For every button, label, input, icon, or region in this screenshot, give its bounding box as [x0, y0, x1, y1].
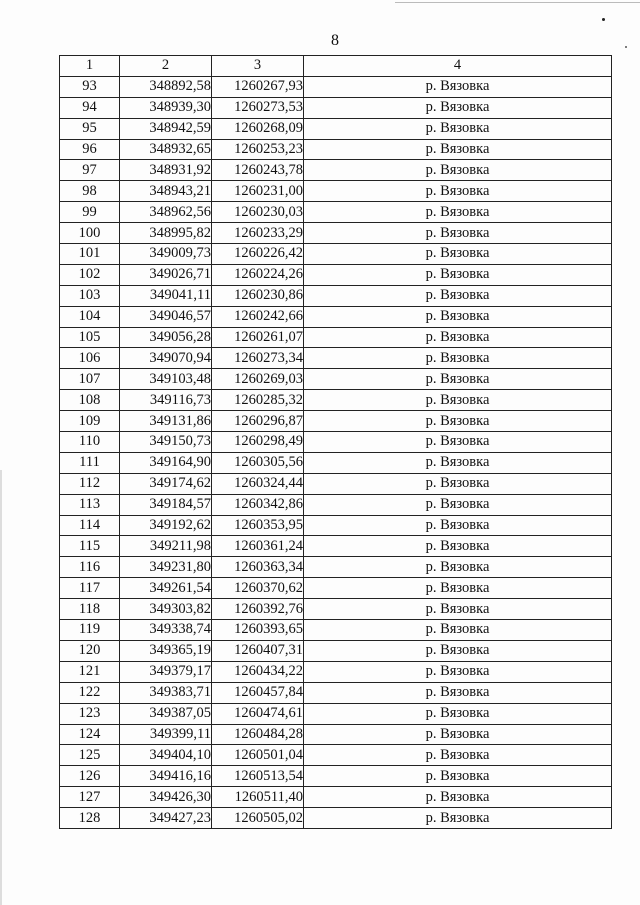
description-cell: р. Вязовка — [304, 160, 612, 181]
column-header-x: 2 — [120, 56, 212, 77]
y-coordinate-cell: 1260501,04 — [212, 745, 304, 766]
y-coordinate-cell: 1260268,09 — [212, 118, 304, 139]
x-coordinate-cell: 349416,16 — [120, 766, 212, 787]
point-number-cell: 93 — [60, 76, 120, 97]
table-row — [60, 181, 612, 202]
scan-speck — [602, 18, 605, 21]
x-coordinate-cell: 348932,65 — [120, 139, 212, 160]
x-coordinate-cell: 349379,17 — [120, 661, 212, 682]
y-coordinate-cell: 1260230,86 — [212, 285, 304, 306]
description-cell: р. Вязовка — [304, 703, 612, 724]
x-coordinate-cell: 348943,21 — [120, 181, 212, 202]
point-number-cell: 102 — [60, 264, 120, 285]
y-coordinate-cell: 1260273,34 — [212, 348, 304, 369]
description-cell: р. Вязовка — [304, 390, 612, 411]
y-coordinate-cell: 1260285,32 — [212, 390, 304, 411]
x-coordinate-cell: 349404,10 — [120, 745, 212, 766]
description-cell: р. Вязовка — [304, 327, 612, 348]
point-number-cell: 103 — [60, 285, 120, 306]
y-coordinate-cell: 1260253,23 — [212, 139, 304, 160]
x-coordinate-cell: 349399,11 — [120, 724, 212, 745]
description-cell: р. Вязовка — [304, 724, 612, 745]
x-coordinate-cell: 349231,80 — [120, 557, 212, 578]
point-number-cell: 112 — [60, 473, 120, 494]
y-coordinate-cell: 1260269,03 — [212, 369, 304, 390]
description-cell: р. Вязовка — [304, 515, 612, 536]
table-row — [60, 369, 612, 390]
description-cell: р. Вязовка — [304, 620, 612, 641]
point-number-cell: 109 — [60, 411, 120, 432]
description-cell: р. Вязовка — [304, 369, 612, 390]
scan-edge-top — [395, 2, 640, 3]
x-coordinate-cell: 348892,58 — [120, 76, 212, 97]
x-coordinate-cell: 349261,54 — [120, 578, 212, 599]
point-number-cell: 101 — [60, 244, 120, 265]
y-coordinate-cell: 1260474,61 — [212, 703, 304, 724]
table-row — [60, 578, 612, 599]
x-coordinate-cell: 348942,59 — [120, 118, 212, 139]
table-row — [60, 724, 612, 745]
y-coordinate-cell: 1260353,95 — [212, 515, 304, 536]
description-cell: р. Вязовка — [304, 494, 612, 515]
column-header-number: 1 — [60, 56, 120, 77]
point-number-cell: 126 — [60, 766, 120, 787]
table-row — [60, 557, 612, 578]
y-coordinate-cell: 1260267,93 — [212, 76, 304, 97]
x-coordinate-cell: 349131,86 — [120, 411, 212, 432]
page-number: 8 — [331, 32, 339, 49]
x-coordinate-cell: 349383,71 — [120, 682, 212, 703]
table-row — [60, 160, 612, 181]
description-cell: р. Вязовка — [304, 97, 612, 118]
point-number-cell: 125 — [60, 745, 120, 766]
scan-edge-left — [0, 470, 2, 905]
description-cell: р. Вязовка — [304, 473, 612, 494]
y-coordinate-cell: 1260243,78 — [212, 160, 304, 181]
description-cell: р. Вязовка — [304, 787, 612, 808]
table-row — [60, 76, 612, 97]
y-coordinate-cell: 1260226,42 — [212, 244, 304, 265]
x-coordinate-cell: 349103,48 — [120, 369, 212, 390]
x-coordinate-cell: 349070,94 — [120, 348, 212, 369]
table-row — [60, 745, 612, 766]
y-coordinate-cell: 1260407,31 — [212, 640, 304, 661]
x-coordinate-cell: 349184,57 — [120, 494, 212, 515]
description-cell: р. Вязовка — [304, 139, 612, 160]
x-coordinate-cell: 349427,23 — [120, 808, 212, 829]
y-coordinate-cell: 1260457,84 — [212, 682, 304, 703]
point-number-cell: 119 — [60, 620, 120, 641]
y-coordinate-cell: 1260273,53 — [212, 97, 304, 118]
table-row — [60, 620, 612, 641]
y-coordinate-cell: 1260511,40 — [212, 787, 304, 808]
description-cell: р. Вязовка — [304, 348, 612, 369]
point-number-cell: 122 — [60, 682, 120, 703]
x-coordinate-cell: 349387,05 — [120, 703, 212, 724]
y-coordinate-cell: 1260324,44 — [212, 473, 304, 494]
x-coordinate-cell: 349056,28 — [120, 327, 212, 348]
y-coordinate-cell: 1260224,26 — [212, 264, 304, 285]
table-row — [60, 264, 612, 285]
y-coordinate-cell: 1260484,28 — [212, 724, 304, 745]
x-coordinate-cell: 349365,19 — [120, 640, 212, 661]
point-number-cell: 97 — [60, 160, 120, 181]
table-row — [60, 766, 612, 787]
description-cell: р. Вязовка — [304, 285, 612, 306]
point-number-cell: 94 — [60, 97, 120, 118]
y-coordinate-cell: 1260305,56 — [212, 452, 304, 473]
point-number-cell: 95 — [60, 118, 120, 139]
point-number-cell: 111 — [60, 452, 120, 473]
description-cell: р. Вязовка — [304, 808, 612, 829]
table-row — [60, 285, 612, 306]
x-coordinate-cell: 349303,82 — [120, 599, 212, 620]
table-row — [60, 432, 612, 453]
column-header-y: 3 — [212, 56, 304, 77]
x-coordinate-cell: 349174,62 — [120, 473, 212, 494]
table-body — [60, 76, 612, 828]
point-number-cell: 120 — [60, 640, 120, 661]
table-row — [60, 139, 612, 160]
table-row — [60, 515, 612, 536]
x-coordinate-cell: 349211,98 — [120, 536, 212, 557]
column-header-description: 4 — [304, 56, 612, 77]
description-cell: р. Вязовка — [304, 306, 612, 327]
description-cell: р. Вязовка — [304, 118, 612, 139]
point-number-cell: 114 — [60, 515, 120, 536]
y-coordinate-cell: 1260296,87 — [212, 411, 304, 432]
description-cell: р. Вязовка — [304, 411, 612, 432]
coordinates-table — [59, 55, 612, 829]
point-number-cell: 108 — [60, 390, 120, 411]
table-row — [60, 306, 612, 327]
table-row — [60, 536, 612, 557]
description-cell: р. Вязовка — [304, 682, 612, 703]
description-cell: р. Вязовка — [304, 661, 612, 682]
table-row — [60, 244, 612, 265]
point-number-cell: 116 — [60, 557, 120, 578]
point-number-cell: 110 — [60, 432, 120, 453]
y-coordinate-cell: 1260298,49 — [212, 432, 304, 453]
description-cell: р. Вязовка — [304, 181, 612, 202]
table-row — [60, 661, 612, 682]
point-number-cell: 99 — [60, 202, 120, 223]
table-row — [60, 808, 612, 829]
point-number-cell: 123 — [60, 703, 120, 724]
point-number-cell: 104 — [60, 306, 120, 327]
point-number-cell: 98 — [60, 181, 120, 202]
description-cell: р. Вязовка — [304, 536, 612, 557]
x-coordinate-cell: 348939,30 — [120, 97, 212, 118]
description-cell: р. Вязовка — [304, 766, 612, 787]
description-cell: р. Вязовка — [304, 244, 612, 265]
point-number-cell: 127 — [60, 787, 120, 808]
x-coordinate-cell: 349046,57 — [120, 306, 212, 327]
point-number-cell: 115 — [60, 536, 120, 557]
table-row — [60, 787, 612, 808]
description-cell: р. Вязовка — [304, 432, 612, 453]
point-number-cell: 106 — [60, 348, 120, 369]
description-cell: р. Вязовка — [304, 264, 612, 285]
table-row — [60, 599, 612, 620]
description-cell: р. Вязовка — [304, 599, 612, 620]
y-coordinate-cell: 1260342,86 — [212, 494, 304, 515]
point-number-cell: 128 — [60, 808, 120, 829]
header-row — [60, 56, 612, 77]
point-number-cell: 121 — [60, 661, 120, 682]
x-coordinate-cell: 349426,30 — [120, 787, 212, 808]
table-row — [60, 682, 612, 703]
x-coordinate-cell: 349150,73 — [120, 432, 212, 453]
point-number-cell: 118 — [60, 599, 120, 620]
y-coordinate-cell: 1260261,07 — [212, 327, 304, 348]
table-row — [60, 97, 612, 118]
y-coordinate-cell: 1260361,24 — [212, 536, 304, 557]
description-cell: р. Вязовка — [304, 452, 612, 473]
table-row — [60, 223, 612, 244]
x-coordinate-cell: 348995,82 — [120, 223, 212, 244]
point-number-cell: 100 — [60, 223, 120, 244]
point-number-cell: 105 — [60, 327, 120, 348]
y-coordinate-cell: 1260393,65 — [212, 620, 304, 641]
x-coordinate-cell: 349041,11 — [120, 285, 212, 306]
x-coordinate-cell: 349338,74 — [120, 620, 212, 641]
table-row — [60, 118, 612, 139]
description-cell: р. Вязовка — [304, 578, 612, 599]
y-coordinate-cell: 1260230,03 — [212, 202, 304, 223]
y-coordinate-cell: 1260233,29 — [212, 223, 304, 244]
y-coordinate-cell: 1260370,62 — [212, 578, 304, 599]
description-cell: р. Вязовка — [304, 745, 612, 766]
table-row — [60, 494, 612, 515]
point-number-cell: 113 — [60, 494, 120, 515]
description-cell: р. Вязовка — [304, 557, 612, 578]
point-number-cell: 96 — [60, 139, 120, 160]
table-row — [60, 703, 612, 724]
point-number-cell: 124 — [60, 724, 120, 745]
y-coordinate-cell: 1260434,22 — [212, 661, 304, 682]
x-coordinate-cell: 349026,71 — [120, 264, 212, 285]
table-header — [60, 56, 612, 77]
y-coordinate-cell: 1260392,76 — [212, 599, 304, 620]
table-row — [60, 640, 612, 661]
table-row — [60, 348, 612, 369]
point-number-cell: 117 — [60, 578, 120, 599]
table-row — [60, 327, 612, 348]
table-row — [60, 411, 612, 432]
table-row — [60, 202, 612, 223]
description-cell: р. Вязовка — [304, 223, 612, 244]
x-coordinate-cell: 348931,92 — [120, 160, 212, 181]
table-row — [60, 452, 612, 473]
description-cell: р. Вязовка — [304, 640, 612, 661]
table-row — [60, 473, 612, 494]
description-cell: р. Вязовка — [304, 202, 612, 223]
x-coordinate-cell: 349192,62 — [120, 515, 212, 536]
table-row — [60, 390, 612, 411]
point-number-cell: 107 — [60, 369, 120, 390]
x-coordinate-cell: 349116,73 — [120, 390, 212, 411]
y-coordinate-cell: 1260513,54 — [212, 766, 304, 787]
y-coordinate-cell: 1260242,66 — [212, 306, 304, 327]
y-coordinate-cell: 1260505,02 — [212, 808, 304, 829]
x-coordinate-cell: 349164,90 — [120, 452, 212, 473]
x-coordinate-cell: 349009,73 — [120, 244, 212, 265]
x-coordinate-cell: 348962,56 — [120, 202, 212, 223]
description-cell: р. Вязовка — [304, 76, 612, 97]
y-coordinate-cell: 1260363,34 — [212, 557, 304, 578]
y-coordinate-cell: 1260231,00 — [212, 181, 304, 202]
